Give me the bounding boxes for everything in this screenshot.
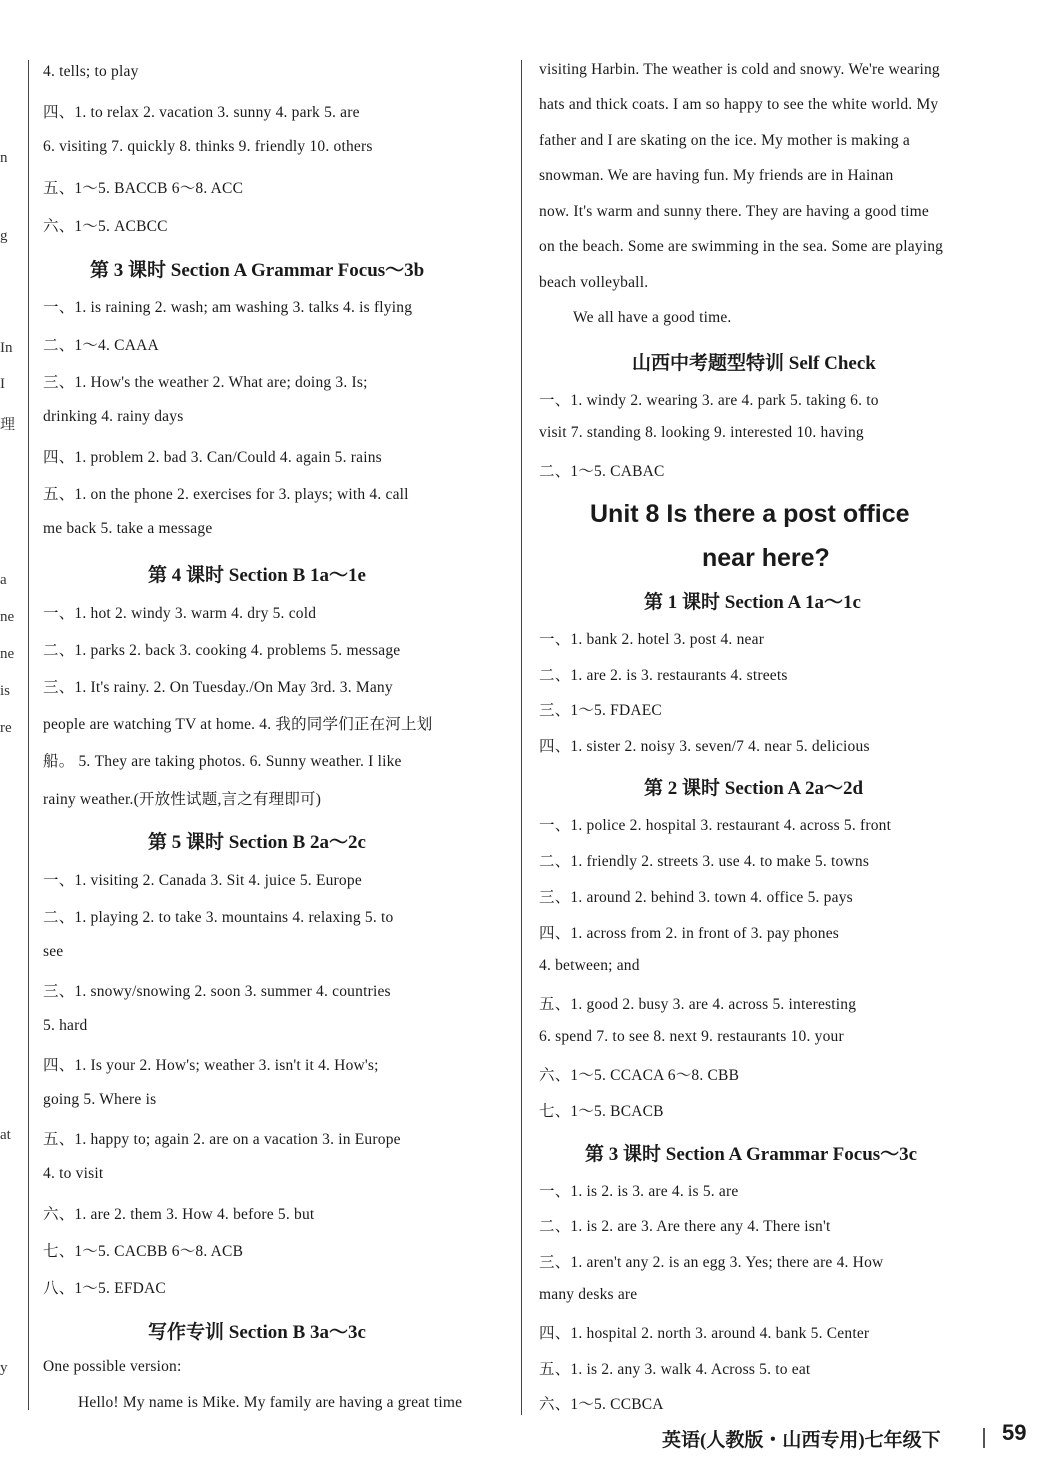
right-line-18: 四、1. sister 2. noisy 3. seven/7 4. near 5. delicious: [539, 738, 870, 755]
left-line-22: 二、1. playing 2. to take 3. mountains 4. relaxing 5. to: [43, 909, 394, 926]
left-line-30: 六、1. are 2. them 3. How 4. before 5. but: [43, 1206, 315, 1223]
right-line-10: visit 7. standing 8. looking 9. interested 10. having: [539, 424, 864, 441]
left-line-35: Hello! My name is Mike. My family are having a great time: [78, 1394, 463, 1411]
left-heading-20: 第 5 课时 Section B 2a～2c: [148, 832, 366, 853]
edge-fragment-2: In: [0, 340, 13, 356]
right-line-5: on the beach. Some are swimming in the sea. Some are playing: [539, 238, 944, 255]
right-line-28: 七、1～5. BCACB: [539, 1103, 664, 1120]
right-line-1: hats and thick coats. I am so happy to see the white world. My: [539, 96, 939, 113]
right-line-7: We all have a good time.: [573, 309, 732, 326]
edge-fragment-4: 理: [0, 417, 16, 433]
edge-fragment-9: re: [0, 720, 12, 736]
left-line-9: drinking 4. rainy days: [43, 408, 184, 425]
left-line-3: 五、1～5. BACCB 6～8. ACC: [43, 180, 244, 197]
right-line-25: 五、1. good 2. busy 3. are 4. across 5. interesting: [539, 996, 857, 1013]
right-line-20: 一、1. police 2. hospital 3. restaurant 4. across 5. front: [539, 817, 892, 834]
right-line-16: 二、1. are 2. is 3. restaurants 4. streets: [539, 667, 788, 684]
left-line-14: 一、1. hot 2. windy 3. warm 4. dry 5. cold: [43, 605, 317, 622]
footer-divider: [983, 1428, 985, 1448]
right-line-36: 六、1～5. CCBCA: [539, 1396, 664, 1413]
page-number: 59: [1002, 1420, 1027, 1445]
edge-fragment-5: a: [0, 572, 7, 588]
column-divider: [521, 60, 522, 1415]
left-line-29: 4. to visit: [43, 1165, 104, 1182]
left-line-0: 4. tells; to play: [43, 63, 139, 80]
left-line-34: One possible version:: [43, 1358, 182, 1375]
right-line-2: father and I are skating on the ice. My mother is making a: [539, 132, 910, 149]
footer-book-title: 英语(人教版・山西专用)七年级下: [662, 1430, 941, 1451]
left-line-8: 三、1. How's the weather 2. What are; doing 3. Is;: [43, 374, 368, 391]
right-heading-19: 第 2 课时 Section A 2a～2d: [644, 778, 864, 799]
edge-fragment-6: ne: [0, 609, 15, 625]
left-line-12: me back 5. take a message: [43, 520, 213, 537]
left-line-23: see: [43, 943, 64, 960]
right-line-23: 四、1. across from 2. in front of 3. pay phones: [539, 925, 840, 942]
left-heading-33: 写作专训 Section B 3a～3c: [148, 1322, 366, 1343]
left-line-6: 一、1. is raining 2. wash; am washing 3. talks 4. is flying: [43, 299, 413, 316]
right-heading-8: 山西中考题型特训 Self Check: [632, 353, 876, 374]
left-line-15: 二、1. parks 2. back 3. cooking 4. problems 5. message: [43, 642, 401, 659]
left-line-28: 五、1. happy to; again 2. are on a vacation 3. in Europe: [43, 1131, 401, 1148]
right-line-11: 二、1～5. CABAC: [539, 463, 665, 480]
left-line-32: 八、1～5. EFDAC: [43, 1280, 166, 1297]
right-line-32: 三、1. aren't any 2. is an egg 3. Yes; there are 4. How: [539, 1254, 884, 1271]
edge-fragment-7: ne: [0, 646, 15, 662]
left-line-4: 六、1～5. ACBCC: [43, 218, 168, 235]
left-line-27: going 5. Where is: [43, 1091, 157, 1108]
left-line-24: 三、1. snowy/snowing 2. soon 3. summer 4. countries: [43, 983, 391, 1000]
right-line-24: 4. between; and: [539, 957, 640, 974]
left-line-11: 五、1. on the phone 2. exercises for 3. plays; with 4. call: [43, 486, 409, 503]
right-line-3: snowman. We are having fun. My friends are in Hainan: [539, 167, 894, 184]
right-line-6: beach volleyball.: [539, 274, 649, 291]
right-line-22: 三、1. around 2. behind 3. town 4. office 5. pays: [539, 889, 853, 906]
right-line-9: 一、1. windy 2. wearing 3. are 4. park 5. taking 6. to: [539, 392, 879, 409]
left-line-10: 四、1. problem 2. bad 3. Can/Could 4. again 5. rains: [43, 449, 382, 466]
right-heading-29: 第 3 课时 Section A Grammar Focus～3c: [585, 1144, 918, 1165]
edge-fragment-3: I: [0, 376, 5, 392]
right-line-15: 一、1. bank 2. hotel 3. post 4. near: [539, 631, 765, 648]
right-line-4: now. It's warm and sunny there. They are having a good time: [539, 203, 929, 220]
left-line-1: 四、1. to relax 2. vacation 3. sunny 4. park 5. are: [43, 104, 360, 121]
edge-fragment-8: is: [0, 683, 11, 699]
left-line-2: 6. visiting 7. quickly 8. thinks 9. friendly 10. others: [43, 138, 373, 155]
right-unit-13: near here?: [702, 544, 830, 572]
left-margin-line: [28, 60, 29, 1410]
left-line-16: 三、1. It's rainy. 2. On Tuesday./On May 3rd. 3. Many: [43, 679, 393, 696]
right-line-0: visiting Harbin. The weather is cold and snowy. We're wearing: [539, 61, 940, 78]
right-line-21: 二、1. friendly 2. streets 3. use 4. to make 5. towns: [539, 853, 870, 870]
left-line-19: rainy weather.(开放性试题,言之有理即可): [43, 791, 322, 808]
left-heading-5: 第 3 课时 Section A Grammar Focus～3b: [90, 260, 425, 281]
right-line-35: 五、1. is 2. any 3. walk 4. Across 5. to eat: [539, 1361, 811, 1378]
left-line-21: 一、1. visiting 2. Canada 3. Sit 4. juice 5. Europe: [43, 872, 362, 889]
left-heading-13: 第 4 课时 Section B 1a～1e: [148, 565, 366, 586]
right-line-34: 四、1. hospital 2. north 3. around 4. bank 5. Center: [539, 1325, 870, 1342]
left-line-18: 船。 5. They are taking photos. 6. Sunny weather. I like: [43, 753, 402, 770]
left-line-26: 四、1. Is your 2. How's; weather 3. isn't it 4. How's;: [43, 1057, 379, 1074]
right-line-33: many desks are: [539, 1286, 638, 1303]
right-line-27: 六、1～5. CCACA 6～8. CBB: [539, 1067, 740, 1084]
right-line-31: 二、1. is 2. are 3. Are there any 4. There isn't: [539, 1218, 831, 1235]
right-line-17: 三、1～5. FDAEC: [539, 702, 662, 719]
left-line-31: 七、1～5. CACBB 6～8. ACB: [43, 1243, 244, 1260]
edge-fragment-1: g: [0, 228, 8, 244]
left-line-17: people are watching TV at home. 4. 我的同学们正在河上划: [43, 716, 433, 733]
edge-fragment-10: at: [0, 1127, 11, 1143]
left-line-7: 二、1～4. CAAA: [43, 337, 159, 354]
left-line-25: 5. hard: [43, 1017, 88, 1034]
edge-fragment-0: n: [0, 150, 8, 166]
right-line-30: 一、1. is 2. is 3. are 4. is 5. are: [539, 1183, 739, 1200]
right-unit-12: Unit 8 Is there a post office: [590, 500, 910, 528]
right-line-26: 6. spend 7. to see 8. next 9. restaurants 10. your: [539, 1028, 844, 1045]
right-heading-14: 第 1 课时 Section A 1a～1c: [644, 592, 861, 613]
edge-fragment-11: y: [0, 1360, 8, 1376]
